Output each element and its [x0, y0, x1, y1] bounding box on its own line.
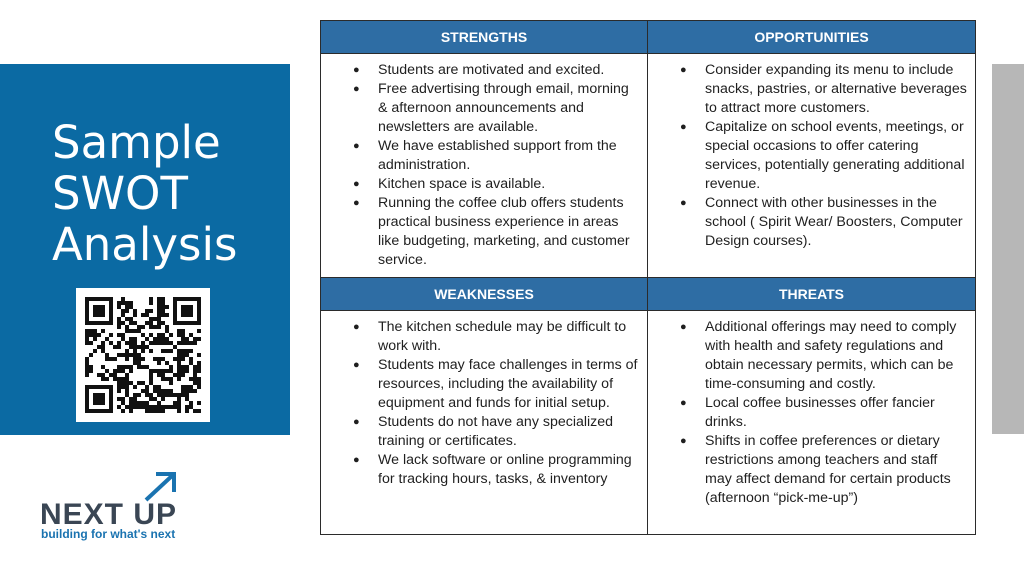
list-item: ● Capitalize on school events, meetings, or special occasions to offer catering services, potentially generating additional revenue.: [705, 118, 967, 194]
list-item: ● Free advertising through email, morning & afternoon announcements and newsletters are available.: [378, 80, 639, 137]
opportunities-cell: [648, 54, 976, 278]
logo-wordmark: NEXT UP: [40, 498, 178, 531]
slide-title-line: SWOT: [52, 167, 188, 220]
strengths-list: [331, 61, 639, 270]
swot-content-row: [321, 54, 976, 278]
opportunities-heading: OPPORTUNITIES: [648, 21, 976, 54]
list-item: ● Connect with other businesses in the school ( Spirit Wear/ Boosters, Computer Design courses).: [705, 194, 967, 251]
side-accent-bar: [992, 64, 1024, 434]
opportunities-list: [658, 61, 967, 251]
swot-header-row: [321, 278, 976, 311]
threats-cell: [648, 311, 976, 535]
strengths-cell: [321, 54, 648, 278]
logo-tagline: building for what's next: [41, 527, 176, 541]
strengths-heading: STRENGTHS: [321, 21, 648, 54]
list-item: ● Local coffee businesses offer fancier drinks.: [705, 394, 967, 432]
list-item: ● Running the coffee club offers students practical business experience in areas like budgeting, marketing, and customer service.: [378, 194, 639, 270]
threats-heading: THREATS: [648, 278, 976, 311]
weaknesses-list: [331, 318, 639, 489]
weaknesses-cell: [321, 311, 648, 535]
list-item: ● Additional offerings may need to comply with health and safety regulations and obtain necessary permits, which can be time-consuming and costly.: [705, 318, 967, 394]
qr-code: [76, 288, 210, 422]
list-item: ● Students may face challenges in terms of resources, including the availability of equipment and funds for initial setup.: [378, 356, 639, 413]
swot-content-row: [321, 311, 976, 535]
qr-code-image: [76, 288, 210, 422]
list-item: ● We have established support from the administration.: [378, 137, 639, 175]
slide-title-line: Analysis: [52, 218, 238, 271]
list-item: ● Consider expanding its menu to include snacks, pastries, or alternative beverages to attract more customers.: [705, 61, 967, 118]
slide-title: [52, 117, 282, 270]
list-item: ● The kitchen schedule may be difficult to work with.: [378, 318, 639, 356]
list-item: ● We lack software or online programming for tracking hours, tasks, & inventory: [378, 451, 639, 489]
list-item: ● Kitchen space is available.: [378, 175, 639, 194]
threats-list: [658, 318, 967, 508]
swot-header-row: [321, 21, 976, 54]
weaknesses-heading: WEAKNESSES: [321, 278, 648, 311]
list-item: ● Shifts in coffee preferences or dietary restrictions among teachers and staff may affect demand for certain products (afternoon “pick-me-up”): [705, 432, 967, 508]
slide-title-line: Sample: [52, 116, 221, 169]
list-item: ● Students are motivated and excited.: [378, 61, 639, 80]
next-up-logo: [40, 470, 190, 542]
list-item: ● Students do not have any specialized training or certificates.: [378, 413, 639, 451]
swot-table: [320, 20, 976, 535]
